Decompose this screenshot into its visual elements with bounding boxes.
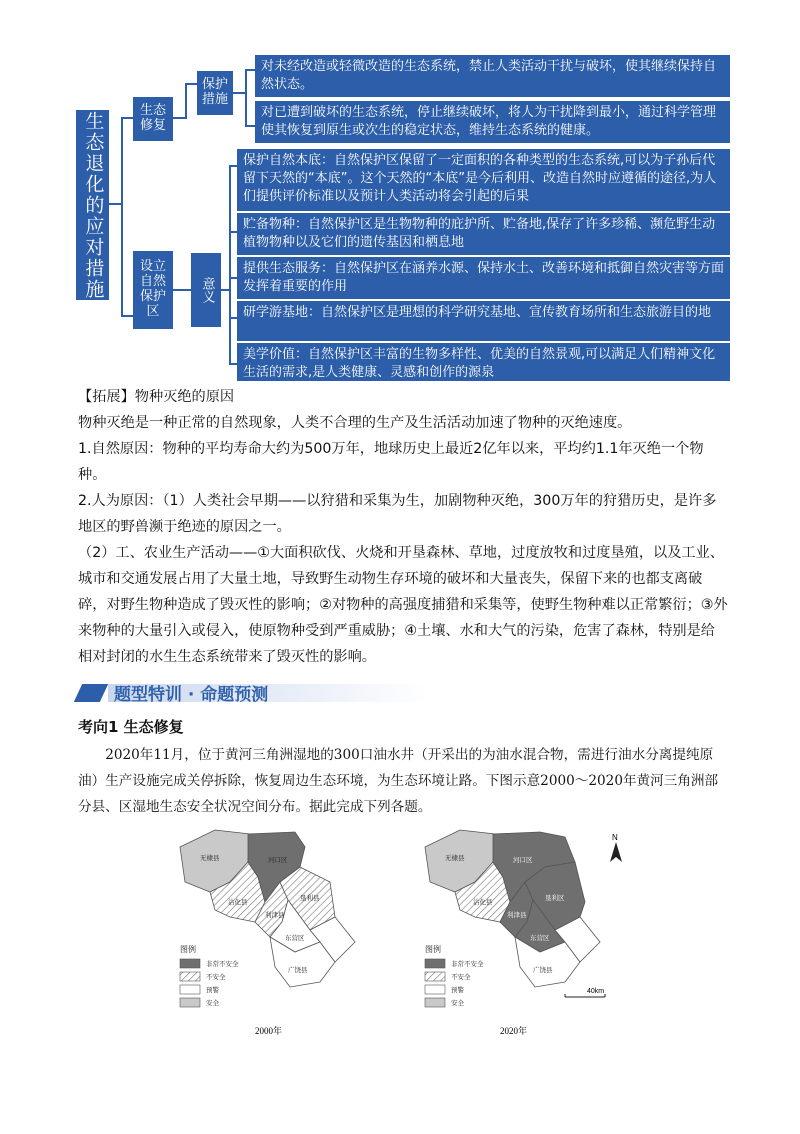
year-2000: 2000年 [255,1026,283,1036]
meaning-item-2: 贮备物种：自然保护区是生物物种的庇护所、贮备地,保存了许多珍稀、濒危野生动植物物种以及它们的遗传基因和栖息地 [237,213,730,255]
year-2020: 2020年 [500,1026,528,1036]
expand-p4: （2）工、农业生产活动——①大面积砍伐、火烧和开垦森林、草地，过度放牧和过度垦殖，以及工业、城市和交通发展占用了大量土地，导致野生动物生存环境的破坏和大量丧失，保留下来的也都支离破碎，对野生物种造成了毁灭性的影响；②对物种的高强度捕猎和采集等，使野生物种难以正常繁衍；③外来物种的大量引入或侵入，使原物种受到严重威胁；④土壤、水和大气的污染，危害了森林，特别是给相对封闭的水生生态系统带来了毁灭性的影响。 [78,545,728,665]
svg-text:图例: 图例 [180,945,196,954]
legend-2000 [180,944,239,1007]
label-guangrao-2020: 广饶县 [533,967,553,974]
diagram-root: 生态退化的应对措施 [76,110,109,300]
banner-title: 题型特训 · 命题预测 [114,685,269,705]
node-meaning: 意义 [191,253,221,327]
label-lijin-2020: 利津县 [507,912,527,919]
meaning-item-4: 研学游基地：自然保护区是理想的科学研究基地、宣传教育场所和生态旅游目的地 [237,301,730,341]
section-heading: 考向1 生态修复 [78,718,184,736]
svg-text:预警: 预警 [451,987,464,994]
label-guangrao-2000: 广饶县 [288,967,308,974]
meaning-item-3: 提供生态服务：自然保护区在涵养水源、保持水土、改善环境和抵御自然灾害等方面发挥着重要的作用 [237,257,730,299]
svg-text:N: N [612,833,618,842]
label-zhanhua-2020: 沾化县 [473,899,493,906]
label-zhanhua-2000: 沾化县 [228,899,248,906]
node-restore: 生态修复 [133,97,173,141]
label-hekou-2020: 河口区 [513,857,533,864]
measure-item-1: 对未经改造或轻微改造的生态系统，禁止人类活动干扰与破坏，使其继续保持自然状态。 [255,55,730,97]
legend-2020 [425,944,484,1007]
svg-text:安全: 安全 [206,1000,219,1007]
measure-item-2: 对已遭到破坏的生态系统，停止继续破坏，将人为干扰降到最小，通过科学管理使其恢复到原生或次生的稳定状态，维持生态系统的健康。 [255,101,730,143]
svg-text:图例: 图例 [425,945,441,954]
expand-p1: 物种灭绝是一种正常的自然现象，人类不合理的生产及生活活动加速了物种的灭绝速度。 [78,415,632,431]
expand-p2: 1.自然原因：物种的平均寿命大约为500万年，地球历史上最近2亿年以来，平均约1.1年灭绝一个物种。 [78,441,704,483]
label-wudi-2000: 无棣县 [200,855,220,862]
label-kenli-2000: 垦利县 [300,895,320,902]
svg-text:预警: 预警 [206,987,219,994]
svg-text:非常不安全: 非常不安全 [206,961,239,968]
expand-title: 【拓展】物种灭绝的原因 [78,389,235,405]
expand-p3: 2.人为原因：（1）人类社会早期——以狩猎和采集为生，加剧物种灭绝，300万年的狩猎历史，是许多地区的野兽濒于绝迹的原因之一。 [78,493,717,535]
label-wudi-2020: 无棣县 [445,855,465,862]
north-arrow-icon [610,833,622,862]
meaning-item-5: 美学价值：自然保护区丰富的生物多样性、优美的自然景观,可以满足人们精神文化生活的需求,是人类健康、灵感和创作的源泉 [237,343,730,381]
label-dongying-2000: 东营区 [285,935,305,942]
label-dongying-2020: 东营区 [530,935,550,942]
label-kenli-2020: 垦利区 [545,895,565,902]
svg-text:不安全: 不安全 [451,974,471,981]
concept-diagram [76,55,730,381]
svg-text:不安全: 不安全 [206,974,226,981]
section-banner [78,680,728,704]
question-intro: 2020年11月，位于黄河三角洲湿地的300口油水井（开采出的为油水混合物，需进行油水分离提纯原油）生产设施完成关停拆除，恢复周边生态环境，为生态环境让路。下图示意2000～2020年黄河三角洲部分县、区湿地生态安全状况空间分布。据此完成下列各题。 [78,747,719,815]
scale-bar [565,988,605,997]
node-reserve: 设立自然保护区 [133,251,173,329]
svg-text:安全: 安全 [451,1000,464,1007]
svg-text:非常不安全: 非常不安全 [451,961,484,968]
wetland-maps [170,822,640,1042]
meaning-item-1: 保护自然本底：自然保护区保留了一定面积的各种类型的生态系统,可以为子孙后代留下天然的“本底”。这个天然的“本底”是今后利用、改造自然时应遵循的途径,为人们提供评价标准以及预计人类活动将会引起的后果 [237,149,730,211]
label-lijin-2000: 利津县 [265,912,285,919]
label-hekou-2000: 河口区 [268,857,288,864]
svg-text:40km: 40km [587,988,605,995]
node-measures: 保护措施 [197,71,233,115]
